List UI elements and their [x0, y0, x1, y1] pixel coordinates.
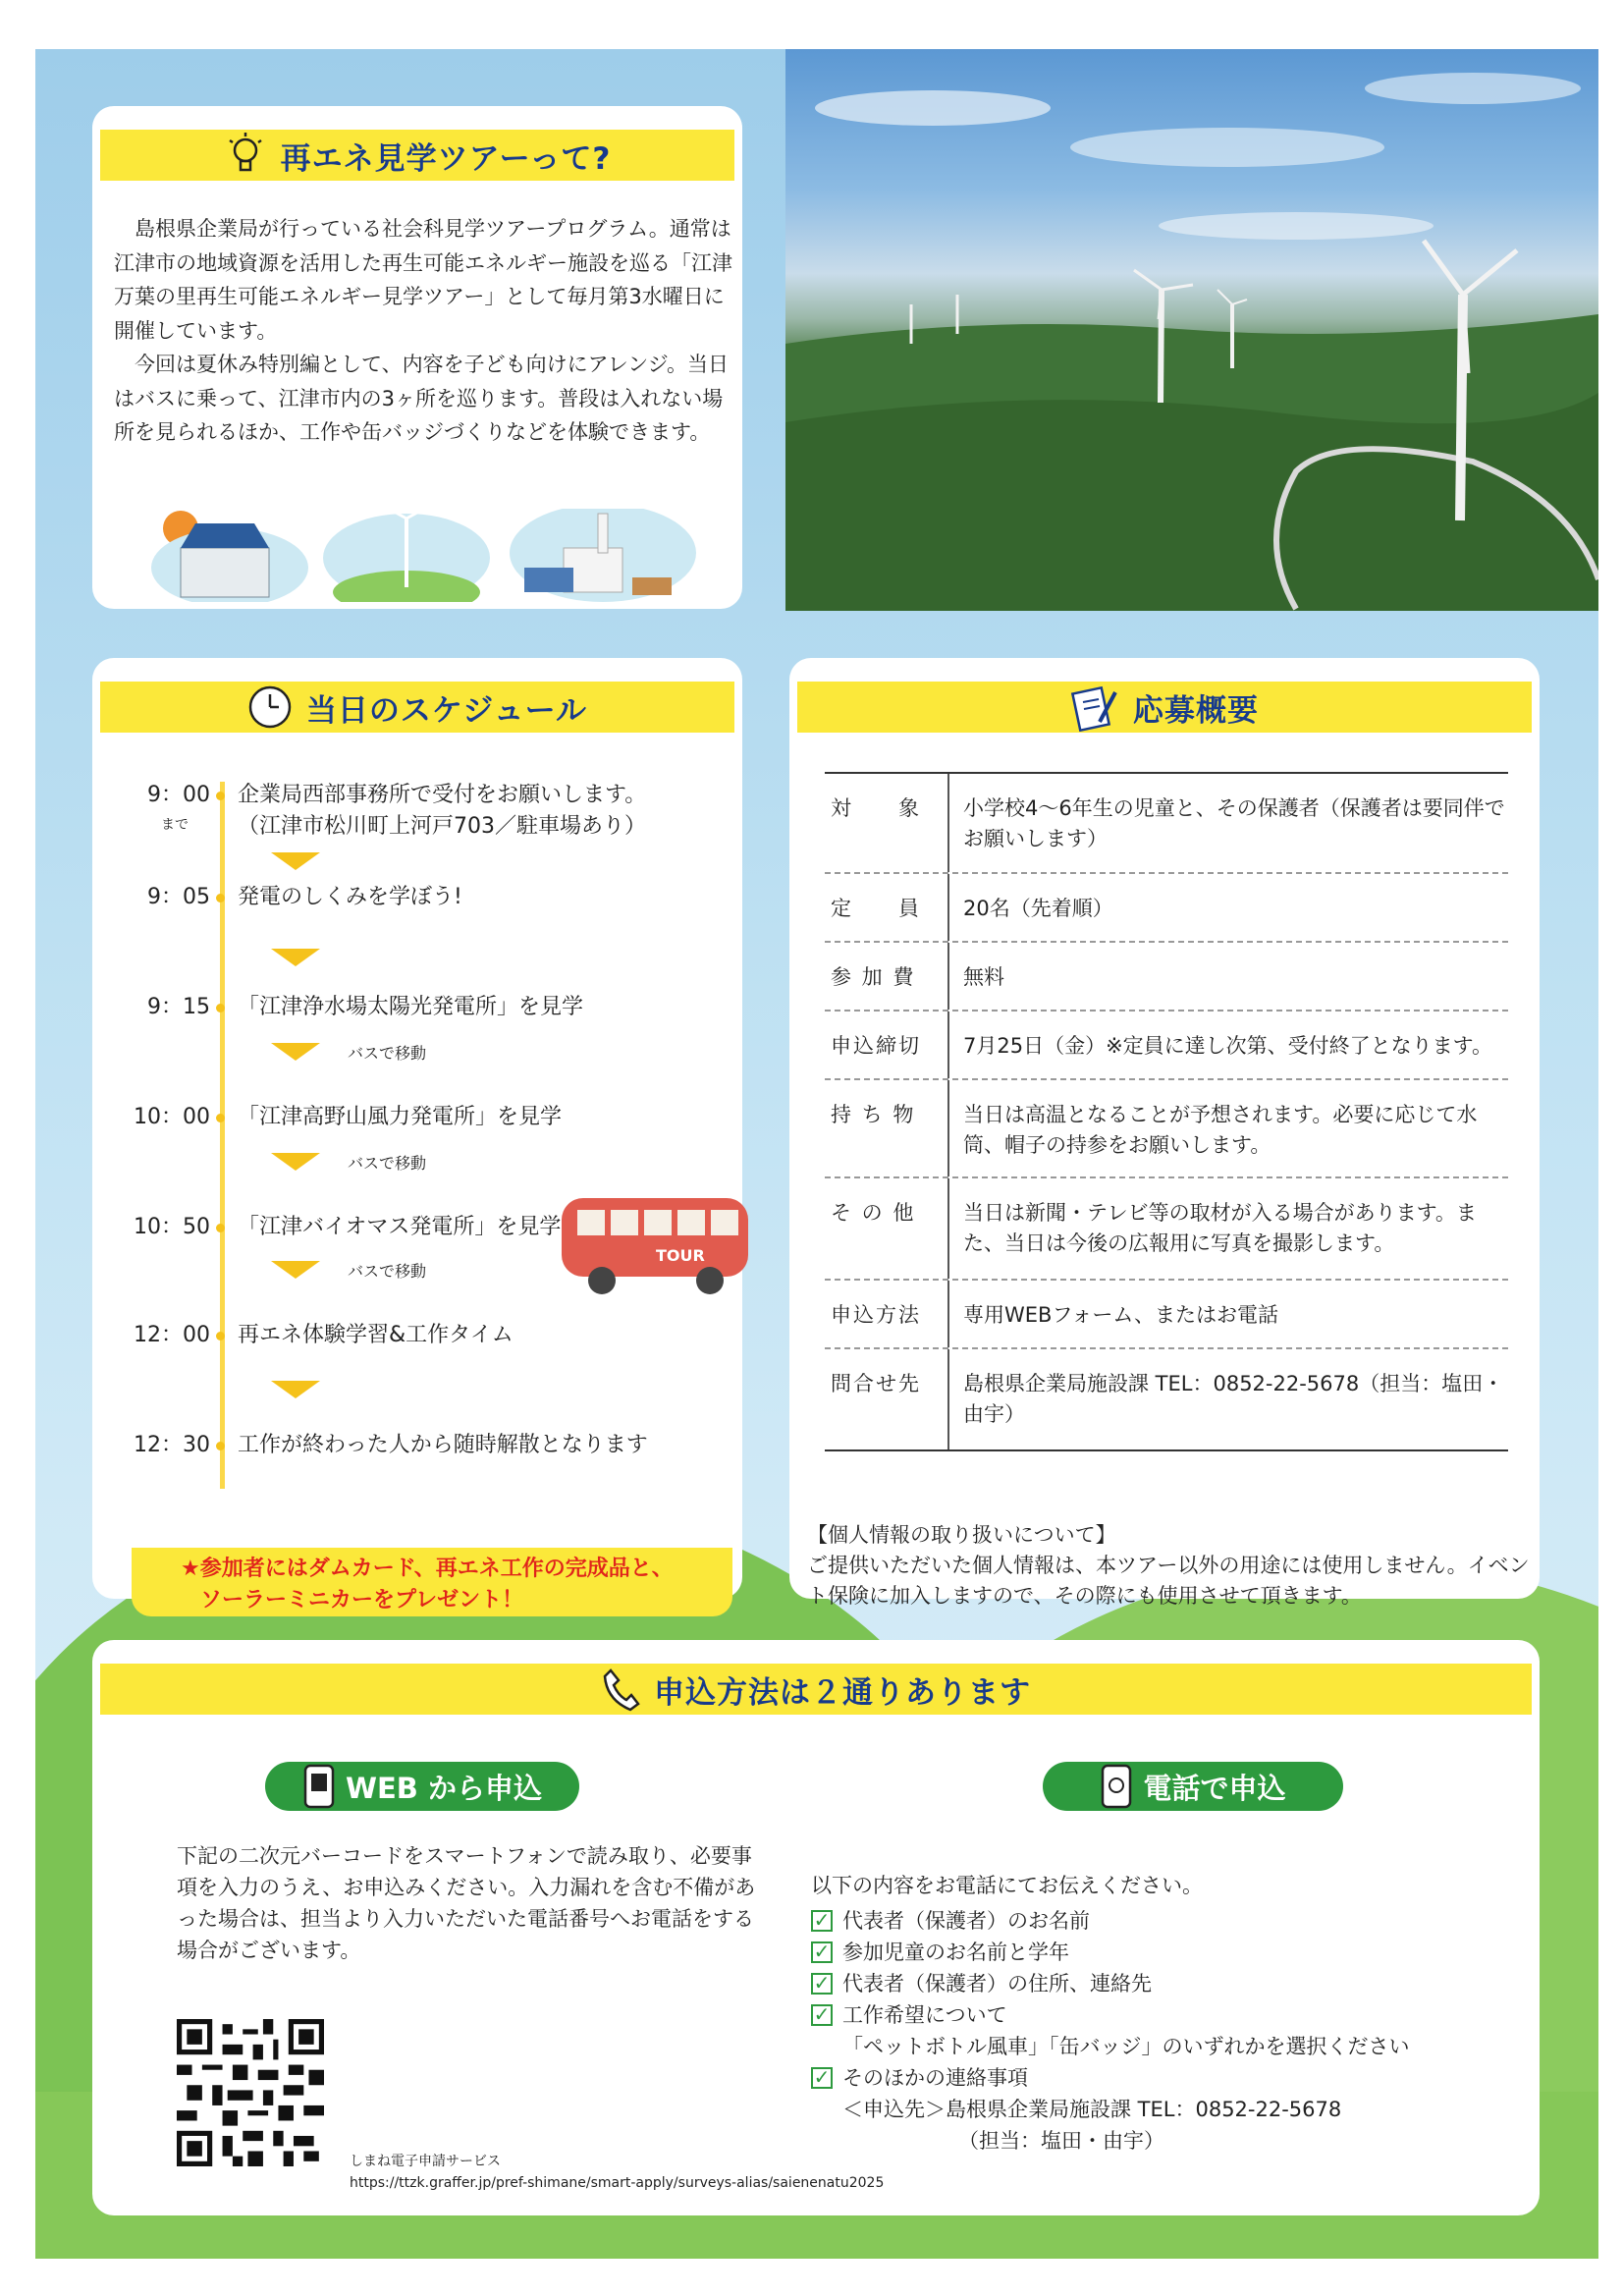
phone-contact: ＜申込先＞島根県企業局施設課 TEL：0852-22-5678	[842, 2098, 1342, 2121]
move-label: バスで移動	[348, 1154, 427, 1173]
checklist-text: 代表者（保護者）の住所、連絡先	[842, 1972, 1152, 1995]
phone-checklist	[811, 1905, 1498, 2157]
intro-body	[114, 212, 732, 450]
row-value: 7月25日（金）※定員に達し次第、受付終了となります。	[963, 1034, 1492, 1058]
schedule-time: 10：00	[134, 1105, 210, 1129]
table-row	[825, 1080, 1508, 1178]
checkbox-icon: ✓	[811, 2004, 833, 2026]
timeline-dot	[216, 1442, 225, 1450]
row-value: 無料	[963, 965, 1004, 989]
row-value: 小学校4～6年生の児童と、その保護者（保護者は要同伴でお願いします）	[963, 796, 1505, 850]
schedule-text: 「江津バイオマス発電所」を見学	[238, 1215, 562, 1239]
intro-paragraph: 今回は夏休み特別編として、内容を子ども向けにアレンジ。当日はバスに乗って、江津市内の3ヶ所を巡ります。普段は入れない場所を見られるほか、工作や缶バッジづくりなどを体験できます。	[114, 353, 730, 444]
checklist-item	[811, 1905, 1498, 1937]
schedule-text: 再エネ体験学習&工作タイム	[238, 1323, 514, 1347]
present-note	[132, 1548, 732, 1616]
schedule-text: 発電のしくみを学ぼう!	[238, 885, 462, 909]
application-title-ribbon	[797, 682, 1532, 733]
checkbox-icon: ✓	[811, 2067, 833, 2089]
schedule-time: 9：00	[147, 783, 210, 807]
checklist-item	[811, 1968, 1498, 1999]
arrow-down-icon	[271, 1043, 320, 1061]
timeline-dot	[216, 1004, 225, 1012]
schedule-title-ribbon	[100, 682, 734, 733]
how-to-apply-panel	[92, 1640, 1540, 2215]
privacy-notice	[807, 1520, 1534, 1612]
row-value: 専用WEBフォーム、またはお電話	[963, 1303, 1279, 1327]
clock-icon	[247, 684, 293, 730]
checklist-item	[811, 1999, 1498, 2031]
renewable-energy-illustration	[122, 509, 711, 602]
schedule-time: 10：50	[134, 1215, 210, 1239]
move-label: バスで移動	[348, 1262, 427, 1281]
row-label: 問合せ先	[825, 1349, 949, 1449]
application-panel	[789, 658, 1540, 1608]
timeline-dot	[216, 792, 225, 800]
web-apply-heading	[265, 1762, 579, 1811]
lightbulb-icon	[224, 131, 267, 180]
web-apply-text: 下記の二次元バーコードをスマートフォンで読み取り、必要事項を入力のうえ、お申込みください。入力漏れを含む不備があった場合は、担当より入力いただいた電話番号へお電話をする場合がございます。	[177, 1844, 756, 1962]
schedule-time: 12：00	[134, 1323, 210, 1347]
row-label: 申込締切	[825, 1011, 949, 1078]
schedule-text: 工作が終わった人から随時解散となります	[238, 1433, 648, 1457]
arrow-down-icon	[271, 949, 320, 966]
intro-panel	[92, 106, 742, 609]
table-row	[825, 1011, 1508, 1080]
timeline-dot	[216, 1224, 225, 1232]
wind-farm-photo	[785, 49, 1598, 611]
table-row	[825, 943, 1508, 1011]
row-label: 参 加 費	[825, 943, 949, 1010]
phone-apply-intro: 以下の内容をお電話にてお伝えください。	[811, 1874, 1203, 1897]
phone-contact-person: （担当：塩田・由宇）	[958, 2129, 1164, 2153]
application-table	[825, 772, 1508, 1451]
schedule-title: 当日のスケジュール	[305, 692, 588, 729]
phone-apply-label: 電話で申込	[1143, 1771, 1286, 1805]
arrow-down-icon	[271, 852, 320, 870]
row-label: そ の 他	[825, 1178, 949, 1279]
checkbox-icon: ✓	[811, 1910, 833, 1932]
web-apply-label: WEB から申込	[346, 1771, 542, 1805]
row-label: 申込方法	[825, 1281, 949, 1347]
intro-title-ribbon	[100, 130, 734, 181]
how-to-apply-title: 申込方法は２通りあります	[654, 1674, 1031, 1711]
checkbox-icon: ✓	[811, 1973, 833, 1995]
present-note-line: ★参加者にはダムカード、再エネ工作の完成品と、	[181, 1557, 674, 1581]
timeline-dot	[216, 1332, 225, 1340]
schedule-text-line: （江津市松川町上河戸703／駐車場あり）	[238, 814, 646, 839]
row-value: 当日は高温となることが予想されます。必要に応じて水筒、帽子の持参をお願いします。	[963, 1103, 1478, 1157]
arrow-down-icon	[271, 1153, 320, 1171]
move-label: バスで移動	[348, 1044, 427, 1063]
timeline-line	[220, 782, 225, 1489]
schedule-text-line: 企業局西部事務所で受付をお願いします。	[238, 783, 647, 807]
application-title: 応募概要	[1133, 692, 1259, 729]
checklist-text: 代表者（保護者）のお名前	[842, 1909, 1090, 1933]
row-value: 島根県企業局施設課 TEL：0852-22-5678（担当：塩田・由宇）	[963, 1372, 1504, 1426]
schedule-text: 「江津浄水場太陽光発電所」を見学	[238, 995, 584, 1019]
qr-code[interactable]	[177, 2019, 324, 2166]
bus-label: TOUR	[656, 1246, 705, 1265]
checklist-text: そのほかの連絡事項	[842, 2066, 1028, 2090]
schedule-time: 12：30	[134, 1433, 210, 1457]
table-row	[825, 1281, 1508, 1349]
privacy-text: ご提供いただいた個人情報は、本ツアー以外の用途には使用しません。イベント保険に加入しますので、その際にも使用させて頂きます。	[807, 1554, 1530, 1608]
document-pen-icon	[1070, 683, 1119, 732]
qr-url[interactable]: https://ttzk.graffer.jp/pref-shimane/smart-apply/surveys-alias/saienenatu2025	[350, 2175, 885, 2191]
arrow-down-icon	[271, 1261, 320, 1279]
how-to-apply-ribbon	[100, 1664, 1532, 1715]
schedule-panel	[92, 658, 742, 1613]
checklist-text: 参加児童のお名前と学年	[842, 1941, 1069, 1964]
intro-title: 再エネ見学ツアーって?	[280, 140, 612, 177]
qr-caption	[350, 2151, 884, 2194]
checkbox-icon: ✓	[811, 1941, 833, 1963]
timeline-dot	[216, 894, 225, 902]
phone-icon	[601, 1667, 640, 1712]
timeline-dot	[216, 1114, 225, 1122]
qr-service-name: しまね電子申請サービス	[350, 2154, 501, 2169]
intro-paragraph: 島根県企業局が行っている社会科見学ツアープログラム。通常は江津市の地域資源を活用した再生可能エネルギー施設を巡る「江津万葉の里再生可能エネルギー見学ツアー」として毎月第3水曜日に開催しています。	[114, 217, 732, 343]
wind-turbines-graphic	[785, 49, 1598, 611]
checklist-item	[811, 1937, 1498, 1968]
schedule-text: 「江津高野山風力発電所」を見学	[238, 1105, 563, 1129]
arrow-down-icon	[271, 1381, 320, 1398]
smartphone-icon	[302, 1764, 336, 1809]
table-row	[825, 1178, 1508, 1281]
schedule-time-note: まで	[161, 817, 189, 833]
flyer-page	[35, 49, 1598, 2259]
schedule-text	[238, 780, 729, 843]
row-label: 持 ち 物	[825, 1080, 949, 1176]
row-label: 定 員	[825, 874, 949, 941]
checklist-text: 工作希望について	[842, 2003, 1007, 2027]
phone-apply-heading	[1043, 1762, 1343, 1811]
schedule-time: 9：05	[147, 885, 210, 909]
schedule-time: 9：15	[147, 995, 210, 1019]
table-row	[825, 874, 1508, 943]
bus-icon	[558, 1188, 754, 1301]
checklist-item	[811, 2062, 1498, 2094]
row-label: 対 象	[825, 774, 949, 872]
row-value: 当日は新聞・テレビ等の取材が入る場合があります。また、当日は今後の広報用に写真を撮影します。	[963, 1201, 1477, 1255]
table-row	[825, 774, 1508, 874]
checklist-detail: 「ペットボトル風車」「缶バッジ」のいずれかを選択ください	[842, 2035, 1410, 2058]
table-row	[825, 1349, 1508, 1449]
privacy-title: 【個人情報の取り扱いについて】	[807, 1523, 1116, 1547]
row-value: 20名（先着順）	[963, 897, 1113, 920]
smartphone-call-icon	[1100, 1764, 1133, 1809]
present-note-line: ソーラーミニカーをプレゼント！	[200, 1588, 524, 1613]
